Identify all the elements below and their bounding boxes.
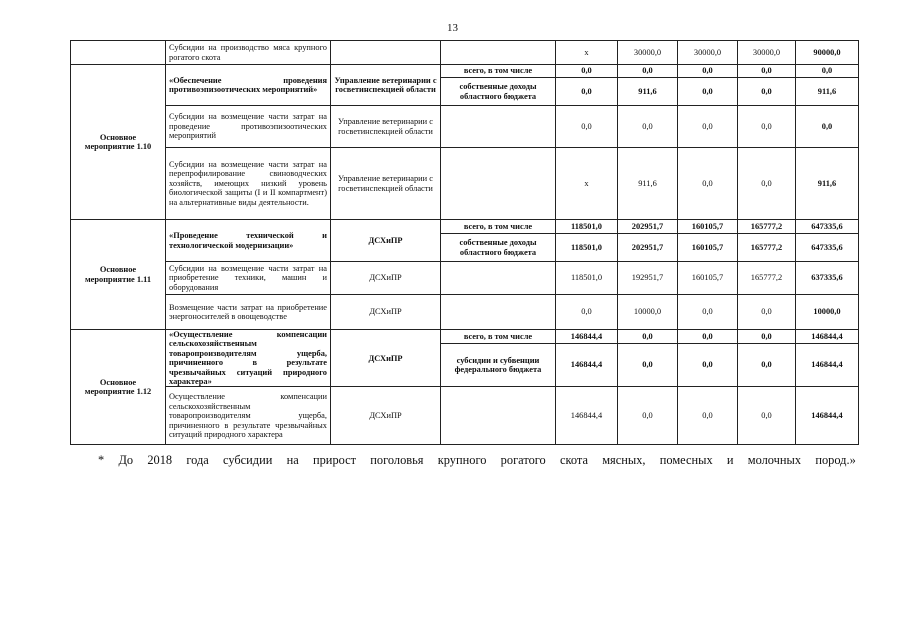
total-cell: 146844,4 [796, 343, 859, 387]
table-row [71, 330, 859, 344]
value-cell: 0,0 [618, 65, 678, 78]
event-name: «Осуществление компенсации сельскохозяйственным товаропроизводителям ущерба, причиненного в результате чрезвычайных ситуаций природного характера» [166, 330, 331, 387]
table-row [71, 65, 859, 78]
page-number: 13 [447, 22, 458, 34]
value-cell: х [556, 41, 618, 65]
source-cell [441, 262, 556, 295]
value-cell: 146844,4 [556, 387, 618, 445]
footnote-word: и [726, 453, 734, 467]
source-cell: всего, в том числе [441, 330, 556, 344]
source-cell [441, 387, 556, 445]
total-cell: 146844,4 [796, 330, 859, 344]
table-row [71, 295, 859, 330]
footnote-word: рогатого [500, 453, 546, 467]
value-cell: 160105,7 [678, 234, 738, 262]
footnote-word: поголовья [370, 453, 424, 467]
value-cell: 0,0 [556, 295, 618, 330]
event-name: Субсидии на возмещение части затрат на перепрофилирование свиноводческих хозяйств, имеющих низкий уровень биологической защиты (I и II компартмент) на альтернативные виды деятельности. [166, 148, 331, 220]
value-cell: 202951,7 [618, 234, 678, 262]
event-name: Осуществление компенсации сельскохозяйственным товаропроизводителям ущерба, причиненного в результате чрезвычайных ситуаций природного характера [166, 387, 331, 445]
table-row [71, 41, 859, 65]
value-cell: 0,0 [738, 78, 796, 106]
total-cell: 911,6 [796, 78, 859, 106]
total-cell: 647335,6 [796, 234, 859, 262]
value-cell: 192951,7 [618, 262, 678, 295]
footnote-word: * [98, 453, 105, 467]
event-name: Субсидии на возмещение части затрат на приобретение техники, машин и оборудования [166, 262, 331, 295]
value-cell: 0,0 [556, 65, 618, 78]
value-cell: 30000,0 [738, 41, 796, 65]
source-cell: собственные доходы областного бюджета [441, 78, 556, 106]
footnote [98, 453, 856, 468]
executor-cell: ДСХиПР [331, 220, 441, 262]
total-cell: 10000,0 [796, 295, 859, 330]
executor-cell: ДСХиПР [331, 295, 441, 330]
footnote-word: помесных [659, 453, 713, 467]
value-cell: 911,6 [618, 148, 678, 220]
value-cell: 0,0 [618, 387, 678, 445]
executor-cell: Управление ветеринарии с госветинспекцией области [331, 106, 441, 148]
source-cell: всего, в том числе [441, 220, 556, 234]
source-cell: субсидии и субвенции федерального бюджета [441, 343, 556, 387]
value-cell: 0,0 [738, 65, 796, 78]
value-cell: 165777,2 [738, 220, 796, 234]
source-cell [441, 295, 556, 330]
value-cell: 0,0 [678, 65, 738, 78]
value-cell: 160105,7 [678, 262, 738, 295]
value-cell: 911,6 [618, 78, 678, 106]
event-name: Субсидии на производство мяса крупного рогатого скота [166, 41, 331, 65]
executor-cell: Управление ветеринарии с госветинспекцией области [331, 65, 441, 106]
value-cell: 0,0 [738, 387, 796, 445]
value-cell: 30000,0 [618, 41, 678, 65]
value-cell: 0,0 [738, 148, 796, 220]
value-cell: 0,0 [556, 78, 618, 106]
footnote-word: года [186, 453, 209, 467]
footnote-word: скота [559, 453, 588, 467]
source-cell [441, 106, 556, 148]
total-cell: 911,6 [796, 148, 859, 220]
total-cell: 647335,6 [796, 220, 859, 234]
value-cell: 146844,4 [556, 330, 618, 344]
footnote-word: До [118, 453, 134, 467]
value-cell: 0,0 [678, 330, 738, 344]
footnote-word: на [286, 453, 299, 467]
event-name: Субсидии на возмещение части затрат на проведение противоэпизоотических мероприятий [166, 106, 331, 148]
footnote-word: крупного [437, 453, 487, 467]
value-cell: 0,0 [738, 106, 796, 148]
value-cell: 0,0 [618, 330, 678, 344]
table-row [71, 262, 859, 295]
value-cell: 202951,7 [618, 220, 678, 234]
event-name: Возмещение части затрат на приобретение энергоносителей в овощеводстве [166, 295, 331, 330]
value-cell: 165777,2 [738, 234, 796, 262]
program-label: Основное мероприятие 1.10 [71, 65, 166, 220]
source-cell [441, 148, 556, 220]
value-cell: 160105,7 [678, 220, 738, 234]
source-cell [441, 41, 556, 65]
value-cell: 118501,0 [556, 262, 618, 295]
value-cell: 118501,0 [556, 220, 618, 234]
footnote-word: 2018 [147, 453, 173, 467]
table-row [71, 106, 859, 148]
footnote-word: молочных [747, 453, 802, 467]
value-cell: 0,0 [678, 78, 738, 106]
executor-cell: Управление ветеринарии с госветинспекцией области [331, 148, 441, 220]
event-name: «Обеспечение проведения противоэпизоотических мероприятий» [166, 65, 331, 106]
value-cell: 146844,4 [556, 343, 618, 387]
total-cell: 90000,0 [796, 41, 859, 65]
source-cell: собственные доходы областного бюджета [441, 234, 556, 262]
value-cell: 0,0 [738, 343, 796, 387]
value-cell: 30000,0 [678, 41, 738, 65]
executor-cell: ДСХиПР [331, 330, 441, 387]
value-cell: 0,0 [618, 106, 678, 148]
value-cell: 165777,2 [738, 262, 796, 295]
event-name: «Проведение технической и технологической модернизации» [166, 220, 331, 262]
footnote-word: мясных, [602, 453, 646, 467]
total-cell: 0,0 [796, 106, 859, 148]
value-cell: 0,0 [678, 148, 738, 220]
value-cell: х [556, 148, 618, 220]
program-label: Основное мероприятие 1.11 [71, 220, 166, 330]
table-row [71, 220, 859, 234]
value-cell: 0,0 [618, 343, 678, 387]
table-row [71, 148, 859, 220]
budget-table [70, 40, 859, 445]
footnote-word: субсидии [223, 453, 273, 467]
value-cell: 118501,0 [556, 234, 618, 262]
value-cell: 0,0 [678, 295, 738, 330]
executor-cell: ДСХиПР [331, 262, 441, 295]
footnote-word: пород.» [815, 453, 856, 467]
footnote-word: прирост [312, 453, 357, 467]
value-cell: 10000,0 [618, 295, 678, 330]
value-cell: 0,0 [678, 387, 738, 445]
executor-cell: ДСХиПР [331, 387, 441, 445]
program-cell-empty [71, 41, 166, 65]
total-cell: 146844,4 [796, 387, 859, 445]
table-row [71, 387, 859, 445]
value-cell: 0,0 [678, 106, 738, 148]
total-cell: 0,0 [796, 65, 859, 78]
value-cell: 0,0 [738, 295, 796, 330]
source-cell: всего, в том числе [441, 65, 556, 78]
value-cell: 0,0 [738, 330, 796, 344]
total-cell: 637335,6 [796, 262, 859, 295]
value-cell: 0,0 [556, 106, 618, 148]
value-cell: 0,0 [678, 343, 738, 387]
program-label: Основное мероприятие 1.12 [71, 330, 166, 445]
executor-cell [331, 41, 441, 65]
